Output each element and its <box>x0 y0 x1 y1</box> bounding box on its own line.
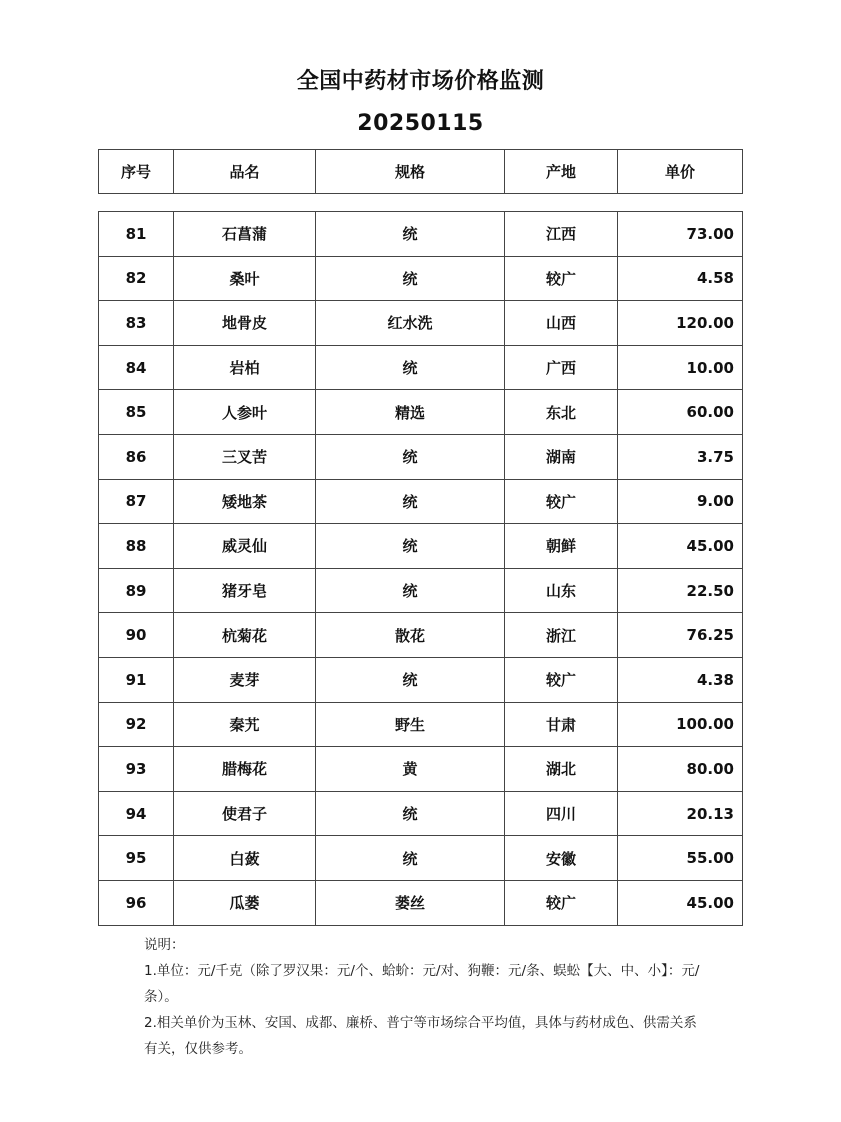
notes-line-1: 1.单位：元/千克（除了罗汉果：元/个、蛤蚧：元/对、狗鞭：元/条、蜈蚣【大、中、小】：元/条）。 <box>144 963 700 1005</box>
cell-spec: 统 <box>316 791 505 836</box>
cell-origin: 安徽 <box>505 836 618 881</box>
cell-number: 83 <box>99 301 174 346</box>
table-row <box>99 434 743 479</box>
cell-number: 90 <box>99 613 174 658</box>
cell-number: 93 <box>99 747 174 792</box>
table-row <box>99 390 743 435</box>
cell-name: 腊梅花 <box>174 747 316 792</box>
cell-number: 84 <box>99 345 174 390</box>
cell-name: 猪牙皂 <box>174 568 316 613</box>
cell-number: 81 <box>99 212 174 257</box>
cell-spec: 统 <box>316 479 505 524</box>
column-header-spec: 规格 <box>316 150 505 194</box>
table-row <box>99 479 743 524</box>
cell-spec: 红水洗 <box>316 301 505 346</box>
cell-price: 60.00 <box>618 390 743 435</box>
cell-spec: 散花 <box>316 613 505 658</box>
cell-number: 87 <box>99 479 174 524</box>
cell-name: 三叉苦 <box>174 434 316 479</box>
cell-spec: 统 <box>316 256 505 301</box>
table-row <box>99 212 743 257</box>
notes-line-2: 2.相关单价为玉林、安国、成都、廉桥、普宁等市场综合平均值，具体与药材成色、供需关系有关，仅供参考。 <box>144 1015 697 1057</box>
cell-number: 85 <box>99 390 174 435</box>
column-header-price: 单价 <box>618 150 743 194</box>
cell-name: 使君子 <box>174 791 316 836</box>
cell-name: 石菖蒲 <box>174 212 316 257</box>
cell-number: 89 <box>99 568 174 613</box>
table-row <box>99 345 743 390</box>
cell-origin: 湖南 <box>505 434 618 479</box>
cell-spec: 统 <box>316 524 505 569</box>
table-row <box>99 791 743 836</box>
cell-price: 73.00 <box>618 212 743 257</box>
cell-spec: 统 <box>316 568 505 613</box>
cell-spec: 统 <box>316 836 505 881</box>
cell-spec: 统 <box>316 434 505 479</box>
column-header-origin: 产地 <box>505 150 618 194</box>
cell-origin: 较广 <box>505 479 618 524</box>
column-header-name: 品名 <box>174 150 316 194</box>
cell-number: 94 <box>99 791 174 836</box>
cell-name: 岩柏 <box>174 345 316 390</box>
report-date: 20250115 <box>357 111 484 136</box>
cell-number: 88 <box>99 524 174 569</box>
cell-number: 82 <box>99 256 174 301</box>
cell-name: 桑叶 <box>174 256 316 301</box>
table-row <box>99 836 743 881</box>
cell-price: 9.00 <box>618 479 743 524</box>
page-title: 全国中药材市场价格监测 <box>296 69 545 94</box>
cell-origin: 广西 <box>505 345 618 390</box>
table-header <box>98 149 743 194</box>
cell-price: 10.00 <box>618 345 743 390</box>
cell-price: 120.00 <box>618 301 743 346</box>
cell-origin: 较广 <box>505 880 618 925</box>
cell-price: 3.75 <box>618 434 743 479</box>
table-row <box>99 301 743 346</box>
cell-price: 4.58 <box>618 256 743 301</box>
cell-origin: 江西 <box>505 212 618 257</box>
cell-number: 91 <box>99 657 174 702</box>
cell-price: 45.00 <box>618 524 743 569</box>
cell-origin: 湖北 <box>505 747 618 792</box>
cell-spec: 统 <box>316 657 505 702</box>
cell-price: 45.00 <box>618 880 743 925</box>
cell-number: 95 <box>99 836 174 881</box>
cell-spec: 蒌丝 <box>316 880 505 925</box>
cell-spec: 精选 <box>316 390 505 435</box>
column-header-number: 序号 <box>99 150 174 194</box>
cell-spec: 统 <box>316 345 505 390</box>
cell-number: 96 <box>99 880 174 925</box>
cell-name: 秦艽 <box>174 702 316 747</box>
table-row <box>99 568 743 613</box>
cell-origin: 四川 <box>505 791 618 836</box>
table-row <box>99 880 743 925</box>
header-row <box>99 150 743 194</box>
cell-origin: 东北 <box>505 390 618 435</box>
cell-name: 白蔹 <box>174 836 316 881</box>
cell-price: 100.00 <box>618 702 743 747</box>
cell-spec: 统 <box>316 212 505 257</box>
cell-price: 55.00 <box>618 836 743 881</box>
cell-name: 地骨皮 <box>174 301 316 346</box>
price-table <box>98 211 743 926</box>
cell-origin: 较广 <box>505 657 618 702</box>
cell-spec: 野生 <box>316 702 505 747</box>
cell-number: 92 <box>99 702 174 747</box>
cell-name: 威灵仙 <box>174 524 316 569</box>
cell-origin: 山东 <box>505 568 618 613</box>
cell-origin: 甘肃 <box>505 702 618 747</box>
table-row <box>99 256 743 301</box>
cell-name: 矮地茶 <box>174 479 316 524</box>
cell-origin: 山西 <box>505 301 618 346</box>
cell-price: 80.00 <box>618 747 743 792</box>
cell-origin: 朝鲜 <box>505 524 618 569</box>
cell-name: 瓜蒌 <box>174 880 316 925</box>
cell-price: 22.50 <box>618 568 743 613</box>
table-row <box>99 613 743 658</box>
cell-name: 人参叶 <box>174 390 316 435</box>
table-row <box>99 657 743 702</box>
notes-heading: 说明： <box>144 937 185 953</box>
cell-origin: 浙江 <box>505 613 618 658</box>
cell-number: 86 <box>99 434 174 479</box>
cell-price: 76.25 <box>618 613 743 658</box>
notes <box>144 932 704 1062</box>
cell-price: 4.38 <box>618 657 743 702</box>
cell-spec: 黄 <box>316 747 505 792</box>
cell-name: 麦芽 <box>174 657 316 702</box>
cell-price: 20.13 <box>618 791 743 836</box>
cell-name: 杭菊花 <box>174 613 316 658</box>
table-row <box>99 524 743 569</box>
table-row <box>99 702 743 747</box>
table-row <box>99 747 743 792</box>
cell-origin: 较广 <box>505 256 618 301</box>
